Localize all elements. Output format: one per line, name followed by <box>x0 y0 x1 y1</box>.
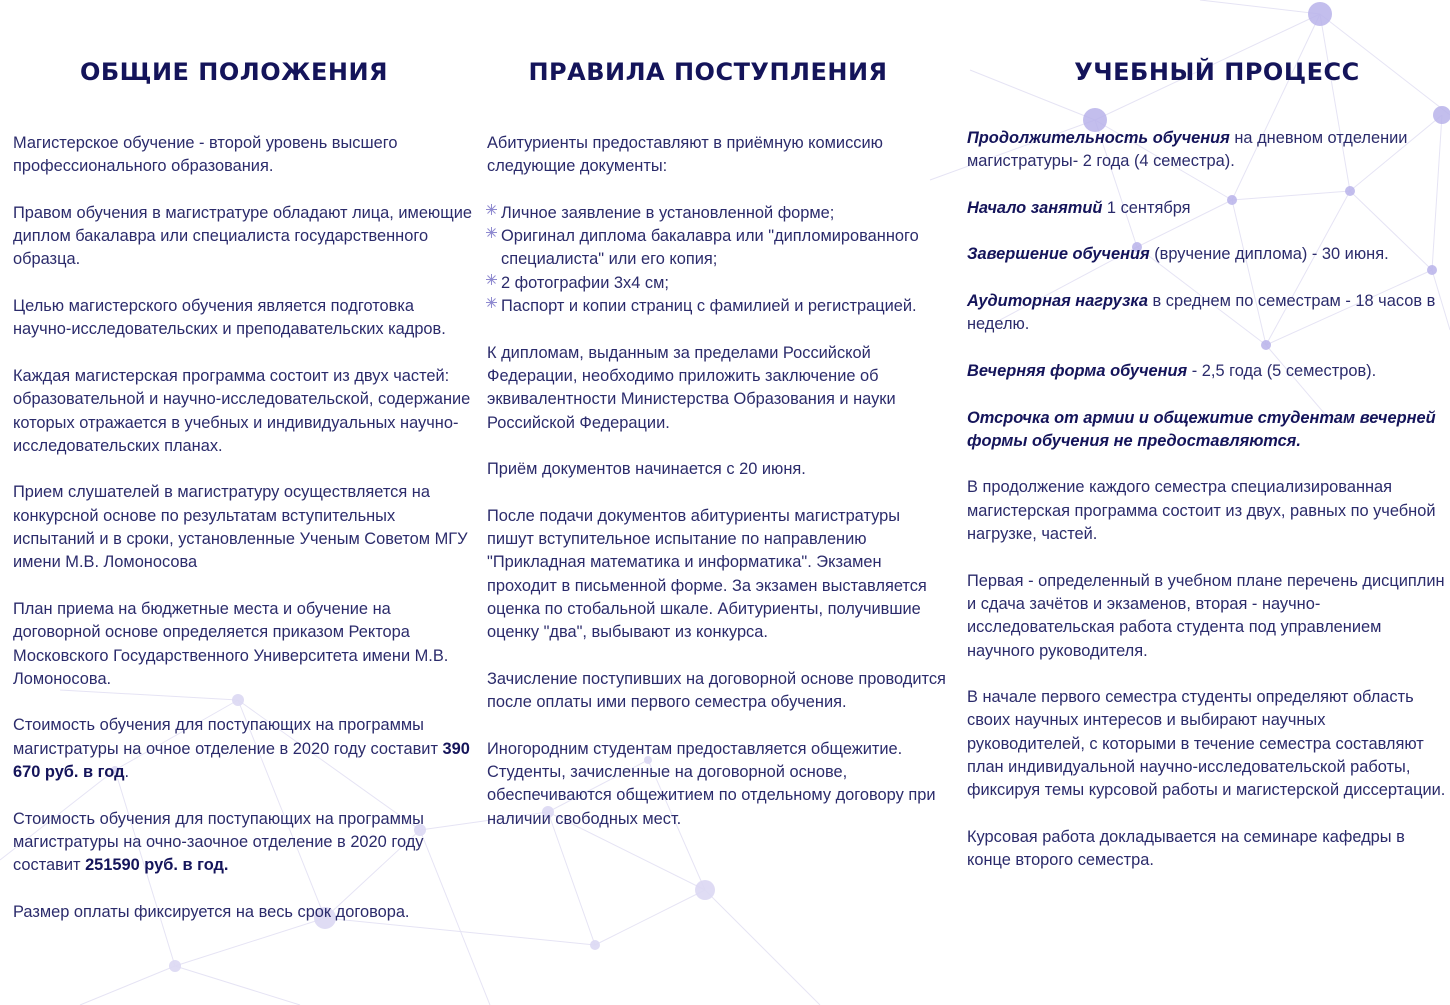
study-paragraph: Курсовая работа докладывается на семинаре кафедры в конце второго семестра. <box>967 827 1405 870</box>
study-fact <box>967 127 1447 174</box>
study-fact-value: в среднем по семестрам - 18 часов в неделю. <box>967 292 1436 334</box>
tuition-fulltime-end: . <box>124 763 130 782</box>
admission-paragraph: После подачи документов абитуриенты магистратуры пишут вступительное испытание по направлению "Прикладная математика и информатика". Экзамен проходит в письменной форме. За экзамен выставляется оценка по стобальной шкале. Абитуриенты, получившие оценку "два", выбывают из конкурса. <box>487 506 927 642</box>
study-fact <box>967 243 1447 266</box>
tuition-fulltime-paragraph <box>13 714 475 784</box>
snowflake-bullet-icon <box>486 274 497 285</box>
tuition-parttime-price: 251590 руб. в год. <box>85 856 229 875</box>
tuition-fulltime-price: 390 670 руб. в год <box>13 739 470 782</box>
documents-list-item <box>501 295 949 318</box>
general-paragraph: План приема на бюджетные места и обучение на договорной основе определяется приказом Ректора Московского Государственного Университета имени М.В. Ломоносова. <box>13 599 449 688</box>
study-paragraph: Первая - определенный в учебном плане перечень дисциплин и сдача зачётов и экзаменов, вторая - научно-исследовательская работа студента под управлением научного руководителя. <box>967 571 1445 660</box>
admission-paragraph: Зачисление поступивших на договорной основе проводится после оплаты ими первого семестра обучения. <box>487 669 946 712</box>
document-label: Личное заявление в установленной форме; <box>501 203 835 222</box>
admission-paragraph: К дипломам, выданным за пределами Российской Федерации, необходимо приложить заключение об эквивалентности Министерства Образования и науки Российской Федерации. <box>487 343 896 432</box>
admission-rules-title: ПРАВИЛА ПОСТУПЛЕНИЯ <box>528 58 888 86</box>
documents-list <box>487 202 949 318</box>
study-fact <box>967 360 1447 383</box>
study-paragraph: В продолжение каждого семестра специализированная магистерская программа состоит из двух, равных по учебной нагрузке, частей. <box>967 478 1436 544</box>
document-label: 2 фотографии 3х4 см; <box>501 273 669 292</box>
admission-rules-body <box>487 132 949 831</box>
general-provisions-column <box>13 58 475 947</box>
study-process-title: УЧЕБНЫЙ ПРОЦЕСС <box>1074 58 1360 86</box>
study-fact-label: Аудиторная нагрузка <box>967 292 1148 311</box>
tuition-parttime-text: Стоимость обучения для поступающих на программы магистратуры на очно-заочное отделение в 2020 году составит <box>13 809 424 875</box>
general-paragraph: Целью магистерского обучения является подготовка научно-исследовательских и преподавательских кадров. <box>13 297 446 339</box>
general-paragraph: Размер оплаты фиксируется на весь срок договора. <box>13 902 410 921</box>
study-fact <box>967 197 1447 220</box>
general-paragraph: Каждая магистерская программа состоит из двух частей: образовательной и научно-исследовательской, содержание которых отражается в учебных и индивидуальных научно-исследовательских планах. <box>13 366 471 455</box>
snowflake-bullet-icon <box>486 297 497 308</box>
study-fact <box>967 290 1447 337</box>
snowflake-bullet-icon <box>486 204 497 215</box>
study-fact-value: на дневном отделении магистратуры- 2 года (4 семестра). <box>967 129 1408 171</box>
admission-rules-column <box>487 58 949 854</box>
document-label: Оригинал диплома бакалавра или "дипломированного специалиста" или его копия; <box>501 227 919 269</box>
study-fact-value: 1 сентября <box>1102 198 1191 217</box>
tuition-parttime-paragraph <box>13 808 475 878</box>
study-fact-value: - 2,5 года (5 семестров). <box>1187 361 1377 380</box>
study-paragraph: В начале первого семестра студенты определяют область своих научных интересов и выбирают научных руководителей, с которыми в течение семестра составляют план индивидуальной научно-исследовательской работы, фиксируя темы курсовой работы и магистерской диссертации. <box>967 688 1446 800</box>
documents-list-item <box>501 202 949 225</box>
general-paragraph: Правом обучения в магистратуре обладают лица, имеющие диплом бакалавра или специалиста государственного образца. <box>13 203 472 269</box>
study-fact-label: Начало занятий <box>967 198 1103 217</box>
study-notice: Отсрочка от армии и общежитие студентам вечерней формы обучения не предоставляются. <box>967 408 1436 450</box>
study-process-column <box>967 58 1447 896</box>
admission-paragraph: Приём документов начинается с 20 июня. <box>487 460 806 479</box>
study-fact-label: Продолжительность обучения <box>967 129 1230 147</box>
tuition-fulltime-text: Стоимость обучения для поступающих на программы магистратуры на очное отделение в 2020 году составит <box>13 716 443 758</box>
study-fact-label: Вечерняя форма обучения <box>967 361 1188 380</box>
study-fact-value: (вручение диплома) - 30 июня. <box>1149 245 1389 264</box>
general-paragraph: Прием слушателей в магистратуру осуществляется на конкурсной основе по результатам вступительных испытаний и в сроки, установленные Ученым Советом МГУ имени М.В. Ломоносова <box>13 483 468 572</box>
study-fact-label: Завершение обучения <box>967 245 1150 264</box>
general-provisions-title: ОБЩИЕ ПОЛОЖЕНИЯ <box>79 58 389 86</box>
documents-list-item <box>501 225 949 272</box>
general-provisions-body <box>13 132 475 924</box>
admission-paragraph: Иногородним студентам предоставляется общежитие. Студенты, зачисленные на договорной основе, обеспечиваются общежитием по отдельному договору при наличии свободных мест. <box>487 739 936 828</box>
snowflake-bullet-icon <box>486 227 497 238</box>
admission-intro: Абитуриенты предоставляют в приёмную комиссию следующие документы: <box>487 134 883 176</box>
study-process-body <box>967 127 1447 873</box>
document-label: Паспорт и копии страниц с фамилией и регистрацией. <box>501 297 917 316</box>
documents-list-item <box>501 272 949 295</box>
general-paragraph: Магистерское обучение - второй уровень высшего профессионального образования. <box>13 134 398 176</box>
